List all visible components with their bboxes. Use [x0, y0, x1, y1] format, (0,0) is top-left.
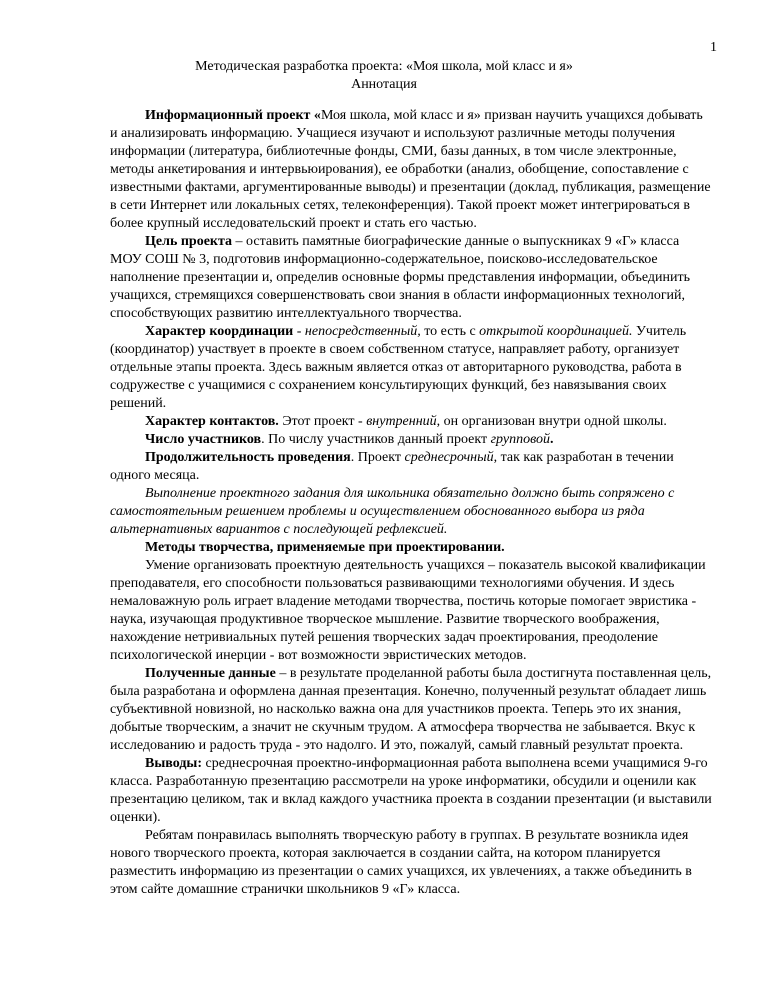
- paragraph-text: то есть с: [420, 324, 480, 339]
- paragraph-text: – оставить памятные биографические данные о выпускниках 9 «Г» класса МОУ СОШ № 3, подготовив информационно-содержательное, поисково-исследовательское наполнение презентации и, определив основные формы представления информации, объединить учащихся, стремящихся совершенствовать свои знания в области информационных технологий, способствующих развитию интеллектуального творчества.: [110, 234, 691, 321]
- paragraph-coordination: [110, 323, 712, 413]
- paragraph-intro: [110, 107, 712, 233]
- paragraph-assignment: [110, 485, 712, 539]
- title-line: Методическая разработка проекта: «Моя школа, мой класс и я»: [195, 59, 573, 74]
- bold-term: Продолжительность проведения: [145, 450, 351, 465]
- page-number: 1: [710, 40, 717, 55]
- document-body: [110, 107, 712, 899]
- paragraph-text: Ребятам понравилась выполнять творческую работу в группах. В результате возникла идея нового творческого проекта, которая заключается в создании сайта, на котором планируется разместить информацию из презентации о самих учащихся, их увлечениях, а также объединить в этом сайте домашние странички школьников 9 «Г» класса.: [110, 828, 692, 897]
- bold-term: Число участников: [145, 432, 262, 447]
- italic-term: внутренний: [366, 414, 437, 429]
- bold-term: Информационный проект «: [145, 108, 321, 123]
- paragraph-future: [110, 827, 712, 899]
- bold-term: Характер координации: [145, 324, 294, 339]
- bold-term: Характер контактов.: [145, 414, 279, 429]
- paragraph-duration: [110, 449, 712, 485]
- paragraph-text: Умение организовать проектную деятельность учащихся – показатель высокой квалификации преподавателя, его способности пользоваться развивающими технологиями обучения. И здесь немаловажную роль играет владение методами творчества, постичь которые помогает эвристика - наука, изучающая продуктивное творческое мышление. Развитие творческого воображения, нахождение нетривиальных путей решения творческих задач проектирования, преодоление психологической инерции - вот возможности эвристических методов.: [110, 558, 706, 663]
- paragraph-contacts: [110, 413, 712, 431]
- italic-term: непосредственный,: [304, 324, 421, 339]
- paragraph-text: . По числу участников данный проект: [261, 432, 491, 447]
- italic-term: групповой: [490, 432, 550, 447]
- paragraph-text: . Проект: [350, 450, 405, 465]
- document-title: [0, 58, 768, 94]
- paragraph-methods-heading: [110, 539, 712, 557]
- paragraph-text: – в результате проделанной работы была достигнута поставленная цель, была разработана и оформлена данная презентация. Конечно, полученный результат обладает лишь субъективной новизной, но насколько важна она для участников проекта. Теперь это их знания, добытые творческим, а значит не скучным трудом. А атмосфера творчества не забывается. Вкус к исследованию и радость труда - это надолго. И это, пожалуй, самый главный результат проекта.: [110, 666, 712, 753]
- paragraph-participants: [110, 431, 712, 449]
- bold-term: Полученные данные: [145, 666, 276, 681]
- paragraph-text: Этот проект -: [278, 414, 367, 429]
- paragraph-text: , он организован внутри одной школы.: [436, 414, 667, 429]
- paragraph-text: среднесрочная проектно-информационная работа выполнена всеми учащимися 9-го класса. Разработанную презентацию рассмотрели на уроке информатики, обсудили и оценили как презентацию целиком, так и вклад каждого участника проекта в создании презентации (и выставили оценки).: [110, 756, 712, 825]
- annotation-heading: Аннотация: [351, 77, 417, 92]
- paragraph-methods: [110, 557, 712, 665]
- italic-term: открытой координацией.: [479, 324, 633, 339]
- paragraph-text: Моя школа, мой класс и я» призван научить учащихся добывать и анализировать информацию. Учащиеся изучают и используют различные методы получения информации (литература, библиотечные фонды, СМИ, базы данных, в том числе электронные, методы анкетирования и интервьюирования), ее обработки (анализ, обобщение, сопоставление с известными фактами, аргументированные выводы) и презентации (доклад, публикация, размещение в сети Интернет или локальных сетях, телеконференция). Такой проект может интегрироваться в более крупный исследовательский проект и стать его частью.: [110, 108, 711, 231]
- bold-term: Выводы:: [145, 756, 203, 771]
- paragraph-results: [110, 665, 712, 755]
- bold-period: .: [549, 432, 554, 447]
- paragraph-conclusions: [110, 755, 712, 827]
- paragraph-text: Учитель (координатор) участвует в проекте в своем собственном статусе, направляет работу, организует отдельные этапы проекта. Здесь важным является отказ от авторитарного руководства, работа в содружестве с учащимися с сохранением консультирующих функций, без навязывания своих решений.: [110, 324, 687, 411]
- paragraph-text: -: [293, 324, 305, 339]
- italic-text: Выполнение проектного задания для школьника обязательно должно быть сопряжено с самостоятельным решением проблемы и осуществлением обоснованного выбора из ряда альтернативных вариантов с последующей рефлексией.: [110, 486, 675, 537]
- italic-term: среднесрочный: [404, 450, 494, 465]
- paragraph-text: , так как разработан в течении одного месяца.: [110, 450, 674, 483]
- bold-term: Цель проекта: [145, 234, 233, 249]
- paragraph-goal: [110, 233, 712, 323]
- bold-heading: Методы творчества, применяемые при проектировании.: [145, 540, 505, 555]
